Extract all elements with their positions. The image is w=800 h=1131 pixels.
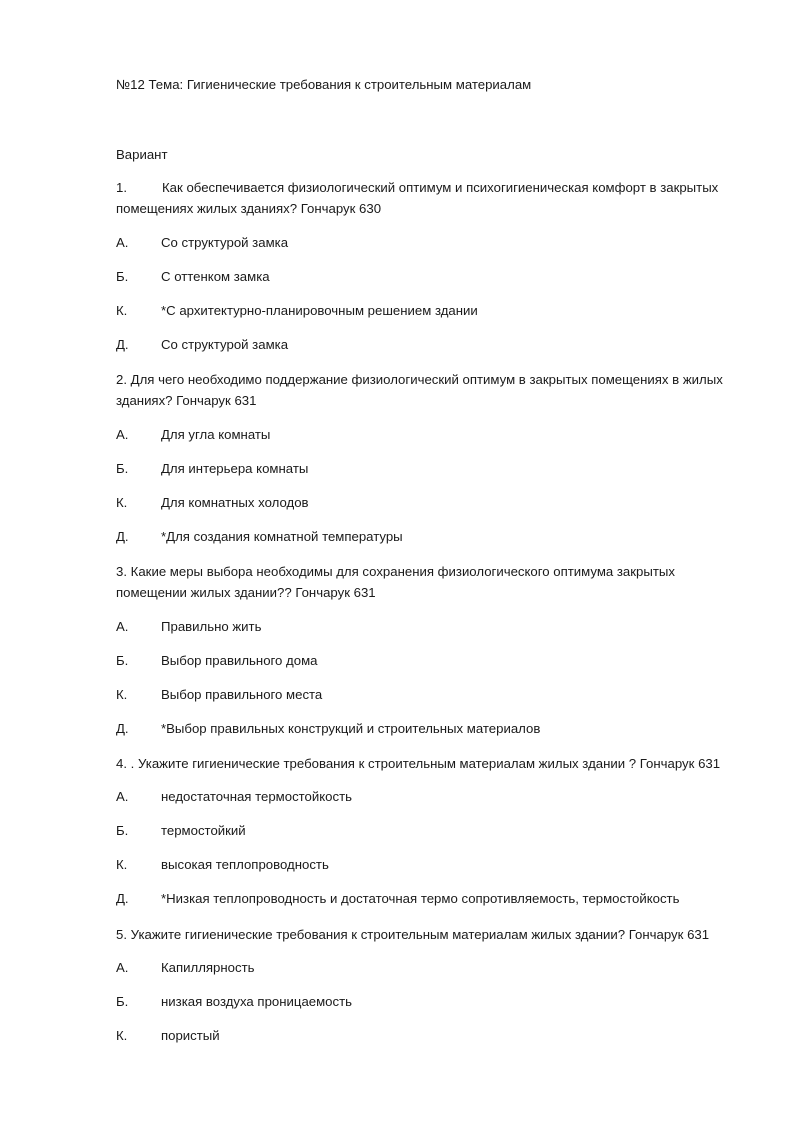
option-letter: Д. — [116, 721, 129, 736]
option-letter: А. — [116, 789, 129, 804]
option-letter: Б. — [116, 823, 129, 838]
variant-label: Вариант — [116, 147, 168, 162]
option-text: Капиллярность — [161, 960, 255, 975]
question-number: 1. — [116, 180, 127, 195]
option-letter: Д. — [116, 891, 129, 906]
question-4 — [116, 753, 746, 774]
option-text: Для интерьера комнаты — [161, 461, 309, 476]
option-text: Выбор правильного дома — [161, 653, 318, 668]
option-letter: Б. — [116, 461, 129, 476]
option-letter: А. — [116, 235, 129, 250]
option-text: Со структурой замка — [161, 235, 289, 250]
question-1 — [116, 177, 746, 219]
option-letter: К. — [116, 857, 128, 872]
option-text: *Для создания комнатной температуры — [161, 529, 403, 544]
option-text: Выбор правильного места — [161, 687, 323, 702]
option-text: Для угла комнаты — [161, 427, 271, 442]
option-letter: Б. — [116, 653, 129, 668]
option-letter: К. — [116, 1028, 128, 1043]
option-letter: А. — [116, 619, 129, 634]
option-text: недостаточная термостойкость — [161, 789, 353, 804]
question-text: 3. Какие меры выбора необходимы для сохранения физиологического оптимума закрытых помещении жилых здании?? Гончарук 631 — [116, 564, 675, 600]
option-text: термостойкий — [161, 823, 246, 838]
option-letter: Б. — [116, 994, 129, 1009]
question-text: 4. . Укажите гигиенические требования к строительным материалам жилых здании ? Гончарук 631 — [116, 756, 721, 771]
question-3 — [116, 561, 746, 603]
option-text: Для комнатных холодов — [161, 495, 309, 510]
option-text: пористый — [161, 1028, 220, 1043]
option-text: *С архитектурно-планировочным решением здании — [161, 303, 478, 318]
question-text: Как обеспечивается физиологический оптимум и психогигиеническая комфорт в закрытых помещениях жилых зданиях? Гончарук 630 — [116, 180, 719, 216]
option-letter: Д. — [116, 529, 129, 544]
question-text: 2. Для чего необходимо поддержание физиологический оптимум в закрытых помещениях в жилых зданиях? Гончарук 631 — [116, 372, 723, 408]
option-text: *Выбор правильных конструкций и строительных материалов — [161, 721, 541, 736]
option-text: Со структурой замка — [161, 337, 289, 352]
option-letter: К. — [116, 495, 128, 510]
question-text: 5. Укажите гигиенические требования к строительным материалам жилых здании? Гончарук 631 — [116, 927, 710, 942]
option-letter: Д. — [116, 337, 129, 352]
option-letter: А. — [116, 427, 129, 442]
option-text: С оттенком замка — [161, 269, 270, 284]
option-letter: К. — [116, 303, 128, 318]
question-2 — [116, 369, 746, 411]
option-text: Правильно жить — [161, 619, 262, 634]
option-text: высокая теплопроводность — [161, 857, 329, 872]
option-letter: Б. — [116, 269, 129, 284]
option-text: *Низкая теплопроводность и достаточная термо сопротивляемость, термостойкость — [161, 891, 680, 906]
page-title: №12 Тема: Гигиенические требования к строительным материалам — [116, 77, 532, 92]
option-letter: К. — [116, 687, 128, 702]
question-5 — [116, 924, 746, 945]
option-letter: А. — [116, 960, 129, 975]
option-text: низкая воздуха проницаемость — [161, 994, 353, 1009]
